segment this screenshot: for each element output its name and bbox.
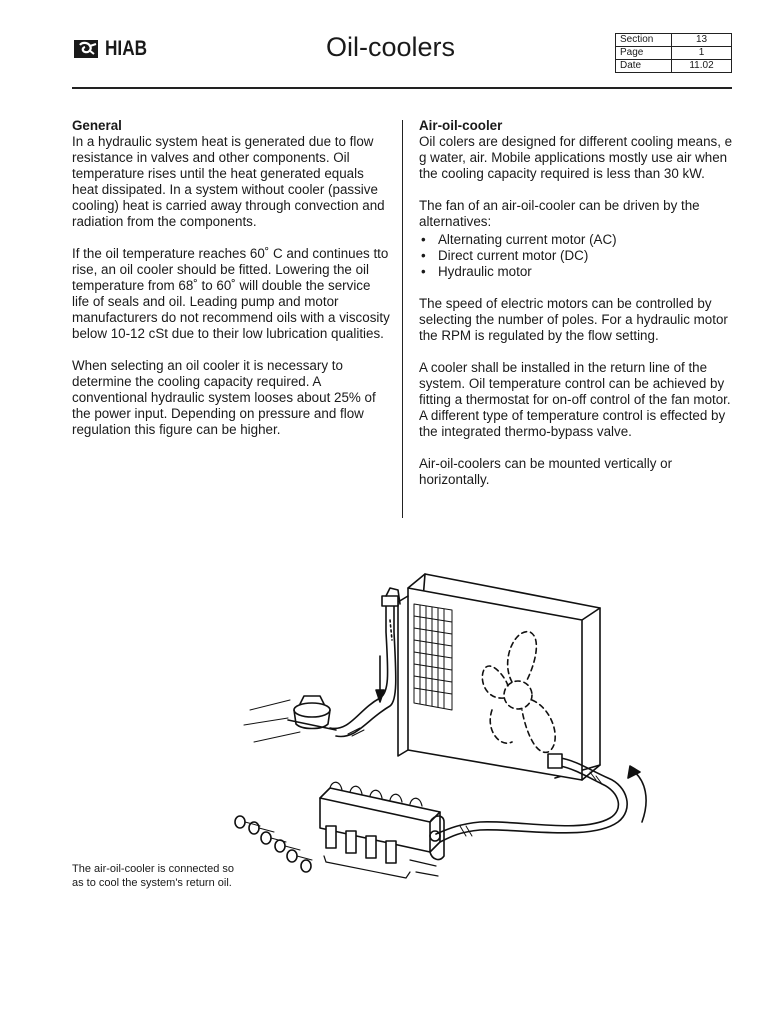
paragraph: If the oil temperature reaches 60˚ C and continues tto rise, an oil cooler should be fitted. Lowering the oil temperature from 68˚ to 60˚ will double the service life of seals and oil. Leading pump and motor manufacturers do not recommend oils with a viscosity below 10-12 cSt due to their low lubrication qualities. — [72, 246, 390, 341]
list-item: • Alternating current motor (AC) — [421, 232, 617, 247]
fan-drive-list — [419, 232, 737, 280]
brand-name: HIAB — [105, 37, 148, 60]
paragraph: The fan of an air-oil-cooler can be driven by the alternatives: — [419, 198, 700, 229]
paragraph: The speed of electric motors can be controlled by selecting the number of poles. For a hydraulic motor the RPM is regulated by the flow setting. — [419, 296, 728, 343]
return-filter — [244, 696, 336, 742]
section-heading-general: General — [72, 118, 122, 133]
meta-value: 11.02 — [672, 60, 732, 73]
meta-value: 13 — [672, 34, 732, 47]
meta-row-section — [616, 34, 732, 47]
hiab-ram-icon — [72, 37, 102, 61]
header-divider — [72, 87, 732, 89]
section-heading-air-oil-cooler: Air-oil-cooler — [419, 118, 503, 133]
meta-row-page — [616, 47, 732, 60]
hose-connectors — [235, 816, 312, 872]
meta-label: Page — [616, 47, 672, 60]
general-section — [72, 117, 390, 454]
meta-value: 1 — [672, 47, 732, 60]
paragraph: In a hydraulic system heat is generated due to flow resistance in valves and other components. Oil temperature rises until the heat generated equals heat dissipated. In a system without cooler (passive cooling) heat is carried away through convection and radiation from the components. — [72, 134, 385, 229]
page-title: Oil-coolers — [326, 32, 456, 62]
bullet-icon: • — [421, 248, 426, 263]
flow-arrow-down-icon — [376, 656, 384, 702]
air-oil-cooler-illustration — [230, 560, 660, 900]
control-valve — [320, 782, 444, 878]
return-hose — [330, 588, 400, 737]
list-item: • Direct current motor (DC) — [421, 248, 589, 263]
list-item: • Hydraulic motor — [421, 264, 532, 279]
meta-label: Date — [616, 60, 672, 73]
bullet-icon: • — [421, 232, 426, 247]
cooler-unit — [398, 574, 600, 780]
bullet-icon: • — [421, 264, 426, 279]
paragraph: A cooler shall be installed in the return line of the system. Oil temperature control can be achieved by fitting a thermostat for on-off control of the fan motor. A different type of temperature control is effected by the integrated thermo-bypass valve. — [419, 360, 731, 439]
paragraph: Air-oil-coolers can be mounted vertically or horizontally. — [419, 456, 673, 487]
air-oil-cooler-section — [419, 117, 737, 504]
hiab-logo — [72, 36, 162, 62]
figure-caption: The air-oil-cooler is connected so as to cool the system's return oil. — [72, 863, 235, 889]
paragraph: When selecting an oil cooler it is necessary to determine the cooling capacity required. A conventional hydraulic system looses about 25% of the power input. Depending on pressure and flow regulation this figure can be higher. — [72, 358, 376, 437]
flow-arrow-up-icon — [628, 766, 646, 822]
document-meta-table — [615, 33, 732, 73]
paragraph: Oil colers are designed for different cooling means, e g water, air. Mobile applications mostly use air when the cooling capacity required is less than 30 kW. — [419, 134, 733, 181]
meta-label: Section — [616, 34, 672, 47]
column-divider — [402, 120, 403, 518]
meta-row-date — [616, 60, 732, 73]
